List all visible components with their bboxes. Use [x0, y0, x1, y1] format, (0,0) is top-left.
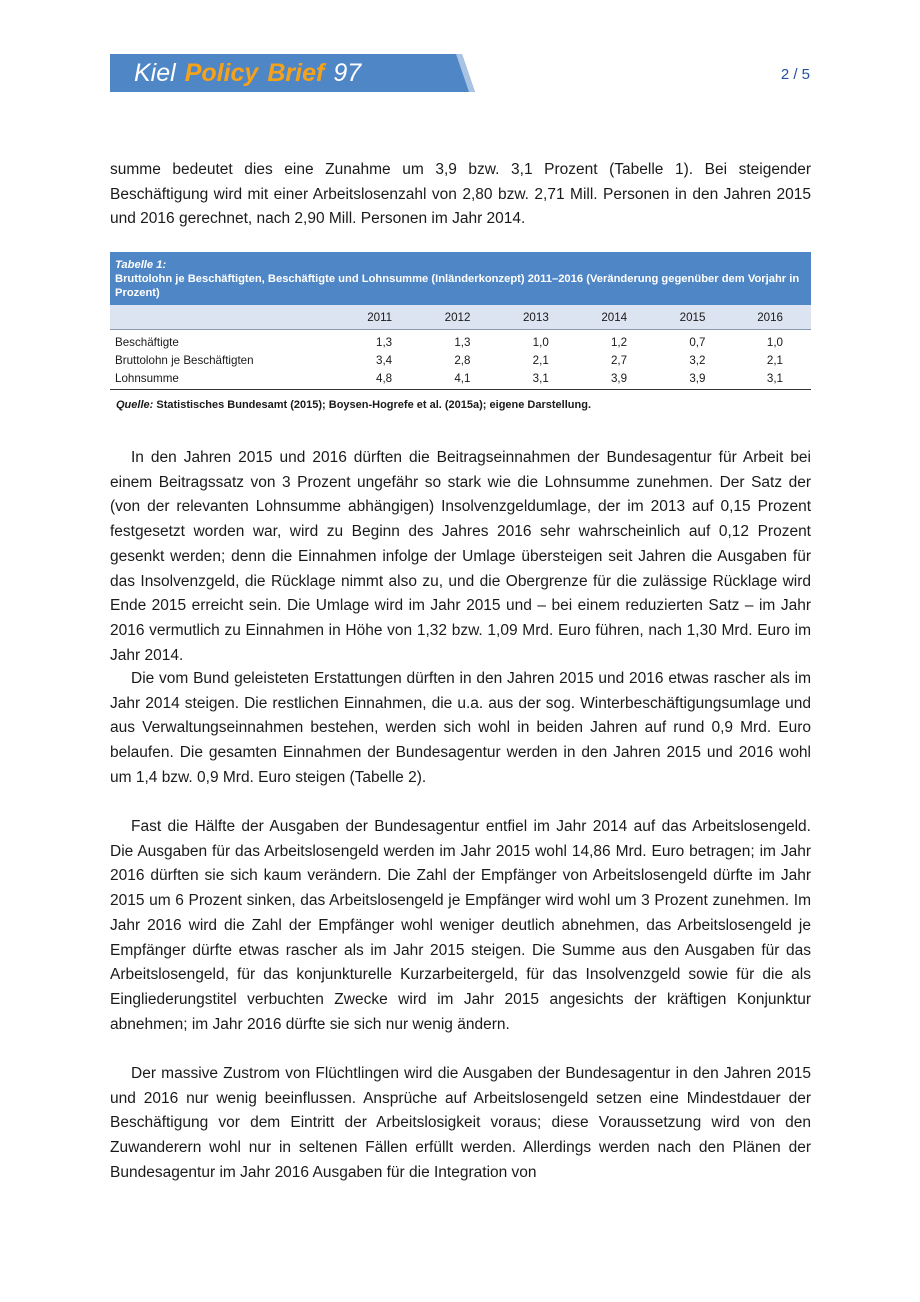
- header-cell-empty: [110, 305, 345, 330]
- table-cell: 4,1: [422, 370, 500, 390]
- table-source-note: [116, 399, 591, 411]
- table-title: Bruttolohn je Beschäftigten, Beschäftigte und Lohnsumme (Inländerkonzept) 2011–2016 (Veränderung gegenüber dem Vorjahr in Prozent): [115, 273, 800, 299]
- body-paragraph: Der massive Zustrom von Flüchtlingen wird die Ausgaben der Bundesagentur in den Jahren 2015 und 2016 nur wenig beeinflussen. Ansprüche auf Arbeitslosengeld setzen eine Mindestdauer der Beschäftigung vor dem Eintritt der Arbeitslosigkeit voraus; diese Voraussetzung wird von den Zuwanderern wohl nur in seltenen Fällen erfüllt werden. Allerdings werden nach den Plänen der Bundesagentur im Jahr 2016 Ausgaben für die Integration von: [110, 1065, 811, 1181]
- table-cell: 1,0: [766, 336, 783, 349]
- banner-word-kiel: Kiel: [134, 59, 176, 87]
- table-row: [110, 330, 811, 353]
- table-cell: 1,2: [610, 336, 628, 349]
- banner-word-policy: Policy: [184, 59, 259, 87]
- table-cell: 1,3: [376, 336, 393, 349]
- banner-issue-number: 97: [333, 59, 362, 87]
- table-cell: 3,1: [735, 370, 811, 390]
- table-cell: 3,4: [376, 354, 393, 367]
- table-cell: 1,0: [532, 336, 549, 349]
- source-text: Statistisches Bundesamt (2015); Boysen-Hogrefe et al. (2015a); eigene Darstellung.: [156, 399, 591, 411]
- table-cell: 2,7: [610, 354, 628, 367]
- row-label: Beschäftigte: [115, 336, 179, 349]
- banner-title: [134, 57, 370, 89]
- banner-word-brief: Brief: [267, 59, 325, 87]
- table-cell: 2,8: [454, 354, 471, 367]
- table-row: [110, 370, 811, 390]
- body-paragraph: In den Jahren 2015 und 2016 dürften die Beitragseinnahmen der Bundesagentur für Arbeit bei einem Beitragssatz von 3 Prozent ungefähr so stark wie die Lohnsumme zunehmen. Der Satz der (von der relevanten Lohnsumme abhängigen) Insolvenzgeldumlage, der im 2013 auf 0,15 Prozent festgesetzt worden war, wird zu Beginn des Jahres 2016 sehr wahrscheinlich auf 0,12 Prozent gesenkt werden; denn die Einnahmen infolge der Umlage übersteigen seit Jahren die Ausgaben für das Insolvenzgeld, die Rücklage nimmt also zu, und die Obergrenze für die zulässige Rücklage wird Ende 2015 erreicht sein. Die Umlage wird im Jahr 2015 und – bei einem reduzierten Satz – im Jahr 2016 vermutlich zu Einnahmen in Höhe von 1,32 bzw. 1,09 Mrd. Euro führen, nach 1,30 Mrd. Euro im Jahr 2014.: [110, 449, 811, 664]
- header-cell-year: 2011: [345, 305, 422, 330]
- table-label: Tabelle 1:: [115, 259, 167, 271]
- body-paragraph: Fast die Hälfte der Ausgaben der Bundesagentur entfiel im Jahr 2014 auf das Arbeitslosengeld. Die Ausgaben für das Arbeitslosengeld werden im Jahr 2015 wohl 14,86 Mrd. Euro betragen; im Jahr 2016 dürften sie sich kaum verändern. Die Zahl der Empfänger von Arbeitslosengeld dürfte im Jahr 2015 um 6 Prozent sinken, das Arbeitslosengeld je Empfänger wird wohl um 3 Prozent zunehmen. Im Jahr 2016 wird die Zahl der Empfänger wohl weniger deutlich abnehmen, das Arbeitslosengeld je Empfänger dürfte etwas rascher als im Jahr 2015 steigen. Die Summe aus den Ausgaben für das Arbeitslosengeld, für das konjunkturelle Kurzarbeitergeld, für das Insolvenzgeld sowie für die als Eingliederungstitel verbuchten Zwecke wird im Jahr 2015 angesichts der kräftigen Konjunktur abnehmen; im Jahr 2016 dürfte sie sich nur wenig ändern.: [110, 818, 811, 1033]
- table-cell: 3,1: [500, 370, 578, 390]
- kiel-policy-brief-banner: [110, 54, 475, 92]
- table-1: [110, 252, 811, 390]
- page-number: 2 / 5: [780, 66, 810, 83]
- table-cell: 4,8: [345, 370, 422, 390]
- table-header-row: [110, 305, 811, 330]
- row-label: Lohnsumme: [110, 370, 345, 390]
- body-paragraph: Die vom Bund geleisteten Erstattungen dürften in den Jahren 2015 und 2016 etwas rascher als im Jahr 2014 steigen. Die restlichen Einnahmen, die u.a. aus der sog. Winterbeschäftigungsumlage und aus Verwaltungseinnahmen bestehen, werden sich wohl in beiden Jahren auf rund 0,9 Mrd. Euro belaufen. Die gesamten Einnahmen der Bundesagentur werden in den Jahren 2015 und 2016 wohl um 1,4 bzw. 0,9 Mrd. Euro steigen (Tabelle 2).: [110, 670, 811, 786]
- table-row: [110, 352, 811, 370]
- source-label: Quelle:: [116, 399, 154, 411]
- table-caption: [110, 252, 811, 305]
- table-cell: 1,3: [454, 336, 471, 349]
- table-cell: 3,9: [579, 370, 657, 390]
- header-cell-year: 2012: [422, 305, 500, 330]
- header-cell-year: 2015: [657, 305, 735, 330]
- table-cell: 2,1: [532, 354, 549, 367]
- table-cell: 3,9: [657, 370, 735, 390]
- row-label: Bruttolohn je Beschäftigten: [115, 354, 254, 367]
- data-table: [110, 305, 811, 390]
- header-cell-year: 2016: [735, 305, 811, 330]
- table-cell: 3,2: [689, 354, 706, 367]
- intro-paragraph: summe bedeutet dies eine Zunahme um 3,9 bzw. 3,1 Prozent (Tabelle 1). Bei steigender Beschäftigung wird mit einer Arbeitslosenzahl von 2,80 bzw. 2,71 Mill. Personen in den Jahren 2015 und 2016 gerechnet, nach 2,90 Mill. Personen im Jahr 2014.: [110, 161, 811, 228]
- table-cell: 0,7: [689, 336, 706, 349]
- header-cell-year: 2013: [500, 305, 578, 330]
- header-cell-year: 2014: [579, 305, 657, 330]
- table-cell: 2,1: [766, 354, 783, 367]
